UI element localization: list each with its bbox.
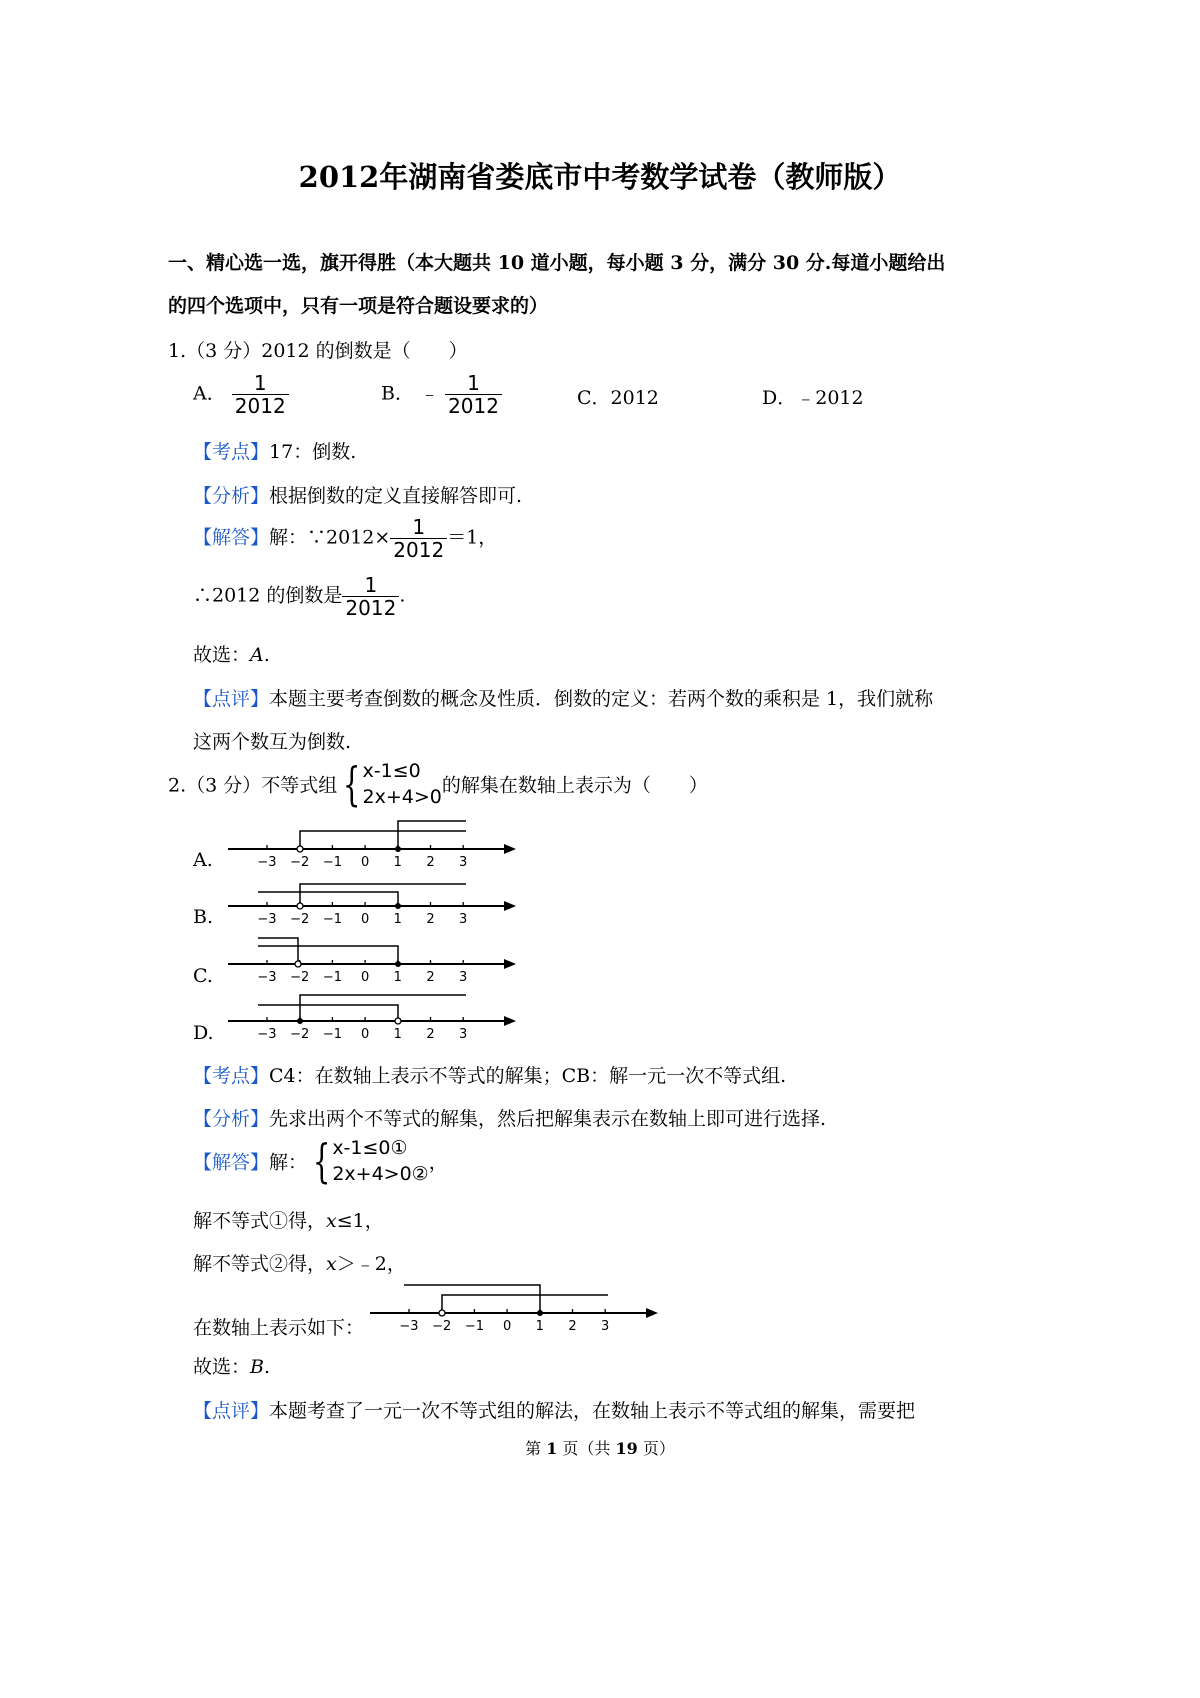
q1-dianping-line2: 这两个数互为倒数. <box>193 731 352 753</box>
tick-label: −2 <box>290 970 310 985</box>
footer-text: 第 <box>525 1439 547 1458</box>
period: . <box>263 1356 271 1378</box>
tick-label: 2 <box>426 1027 435 1042</box>
period: . <box>399 584 406 607</box>
axis-arrow <box>504 844 516 854</box>
fenxi-text: 根据倒数的定义直接解答即可. <box>269 485 523 507</box>
q1-choice <box>193 640 270 667</box>
fenxi-tag: 【分析】 <box>193 485 270 507</box>
tick-label: −1 <box>464 1319 484 1334</box>
solution-bracket-2 <box>258 946 398 964</box>
tick-label: −1 <box>322 912 342 927</box>
q2-fenxi <box>193 1104 826 1131</box>
tick-label: 2 <box>568 1319 577 1334</box>
numerator: 1 <box>364 573 378 597</box>
numerator: 1 <box>253 371 267 395</box>
tick-label: 1 <box>393 970 402 985</box>
q1-option-a <box>193 372 289 417</box>
section-heading-line1: 一、精心选一选，旗开得胜（本大题共 10 道小题，每小题 3 分，满分 30 分.每道小题给出 <box>168 252 946 274</box>
option-label: B． <box>381 382 414 405</box>
tick-label: −1 <box>322 1027 342 1042</box>
tick-label: 2 <box>426 912 435 927</box>
numerator: 1 <box>467 371 480 395</box>
q2-option-a-label: A. <box>193 849 213 871</box>
axis-arrow <box>646 1308 658 1318</box>
closed-point <box>537 1310 543 1316</box>
page-total: 19 <box>615 1439 638 1458</box>
inequality-system <box>337 758 442 810</box>
stem-text: 2.（3 分）不等式组 <box>168 774 338 797</box>
tick-label: −2 <box>290 855 310 870</box>
q2-jieda <box>193 1135 448 1187</box>
dianping-text: 本题考查了一元一次不等式组的解法，在数轴上表示不等式组的解集，需要把 <box>269 1400 916 1422</box>
tick-label: 3 <box>459 1027 468 1042</box>
q1-kaodian <box>193 437 356 464</box>
denominator: 2012 <box>342 596 399 619</box>
stem-text-end: 的解集在数轴上表示为（ ） <box>441 774 708 797</box>
option-label: A． <box>193 382 226 405</box>
open-point <box>297 903 303 909</box>
fraction <box>232 372 289 417</box>
q2-step1 <box>193 1206 384 1233</box>
denominator: 2012 <box>445 394 502 417</box>
minus-sign: ﹣ <box>420 382 440 405</box>
kaodian-tag: 【考点】 <box>193 441 270 463</box>
jieda-text: 解： <box>269 1151 308 1174</box>
tick-label: 0 <box>502 1319 512 1334</box>
inequality-system <box>307 1135 429 1187</box>
solution-bracket-2 <box>258 892 398 906</box>
inequality-1: x-1≤0 <box>362 760 421 782</box>
tick-label: 2 <box>426 970 435 985</box>
inequality-2: 2x+4>0② <box>332 1163 429 1185</box>
jieda-tag: 【解答】 <box>193 526 270 549</box>
choice-letter: A <box>250 644 264 666</box>
axis-arrow <box>504 959 516 969</box>
tick-label: 0 <box>360 1027 370 1042</box>
therefore-text: ∴2012 的倒数是 <box>193 584 343 607</box>
fraction <box>390 516 447 561</box>
q2-choice <box>193 1352 270 1379</box>
q1-stem: 1.（3 分）2012 的倒数是（ ） <box>168 340 468 362</box>
q2-kaodian <box>193 1061 786 1088</box>
variable: x <box>326 1210 337 1232</box>
dianping-text: 本题主要考查倒数的概念及性质．倒数的定义：若两个数的乘积是 1，我们就称 <box>269 688 934 710</box>
tick-label: 0 <box>360 970 370 985</box>
tick-label: 2 <box>426 855 435 870</box>
tick-label: −3 <box>257 912 277 927</box>
open-point <box>295 961 301 967</box>
solution-bracket-1 <box>300 831 466 849</box>
q2-dianping <box>193 1396 915 1423</box>
solution-bracket-2 <box>258 1005 398 1021</box>
q1-therefore <box>193 574 405 619</box>
tick-label: −2 <box>432 1319 452 1334</box>
numerator: 1 <box>412 515 426 539</box>
period: . <box>263 644 270 666</box>
number-line-answer <box>362 1277 672 1337</box>
section-heading-line2: 的四个选项中，只有一项是符合题设要求的） <box>168 295 549 317</box>
open-point <box>395 1018 401 1024</box>
brace-icon: { <box>343 757 361 811</box>
fenxi-tag: 【分析】 <box>193 1108 270 1130</box>
variable: x <box>326 1253 337 1275</box>
number-line-a <box>220 815 530 875</box>
tick-label: 1 <box>535 1319 544 1334</box>
tick-label: −3 <box>257 970 277 985</box>
brace-icon: { <box>312 1134 331 1188</box>
q1-option-d: D．﹣2012 <box>762 387 864 409</box>
fraction <box>445 372 502 417</box>
step-result: ≤1， <box>336 1210 384 1232</box>
q1-fenxi <box>193 481 522 508</box>
tick-label: −1 <box>322 855 342 870</box>
page-footer <box>0 1436 1200 1459</box>
q2-stem <box>168 758 708 810</box>
number-line-c <box>220 930 530 990</box>
tick-label: −2 <box>290 1027 310 1042</box>
jieda-text-end: ， <box>428 1151 448 1174</box>
kaodian-text: C4：在数轴上表示不等式的解集；CB：解一元一次不等式组. <box>269 1065 787 1087</box>
axis-arrow <box>504 1016 516 1026</box>
solution-bracket-1 <box>300 884 466 906</box>
q1-jieda <box>193 516 497 561</box>
q1-dianping <box>193 684 933 711</box>
step-text: 解不等式①得， <box>193 1210 327 1232</box>
fenxi-text: 先求出两个不等式的解集，然后把解集表示在数轴上即可进行选择. <box>269 1108 827 1130</box>
q2-option-c-label: C. <box>193 965 213 987</box>
tick-label: −3 <box>257 855 277 870</box>
choice-label: 故选： <box>193 644 251 666</box>
denominator: 2012 <box>390 538 447 561</box>
tick-label: 1 <box>393 855 402 870</box>
q2-step2 <box>193 1249 406 1276</box>
closed-point <box>395 961 401 967</box>
q2-axis-text: 在数轴上表示如下： <box>193 1317 365 1339</box>
solution-bracket-1 <box>442 1295 608 1313</box>
number-line-b <box>220 872 530 932</box>
step-result: ＞﹣2， <box>336 1253 406 1275</box>
open-point <box>297 846 303 852</box>
q1-option-b <box>381 372 502 417</box>
tick-label: 3 <box>459 912 468 927</box>
choice-label: 故选： <box>193 1356 251 1378</box>
kaodian-text: 17：倒数. <box>269 441 357 463</box>
tick-label: 1 <box>393 1027 402 1042</box>
tick-label: 3 <box>459 970 468 985</box>
tick-label: 3 <box>601 1319 610 1334</box>
fraction <box>342 574 399 619</box>
q2-option-b-label: B. <box>193 906 214 928</box>
solution-bracket-2 <box>404 1285 540 1313</box>
denominator: 2012 <box>232 394 289 417</box>
footer-text: 页） <box>637 1439 675 1458</box>
inequality-1: x-1≤0① <box>332 1137 408 1159</box>
inequality-2: 2x+4>0 <box>362 786 442 808</box>
tick-label: 0 <box>360 855 370 870</box>
solution-bracket-1 <box>300 995 466 1021</box>
tick-label: −2 <box>290 912 310 927</box>
q1-option-c: C．2012 <box>577 387 659 409</box>
number-line-d <box>220 987 530 1047</box>
tick-label: 0 <box>360 912 370 927</box>
open-point <box>439 1310 445 1316</box>
jieda-text-end: ＝1， <box>447 526 498 549</box>
kaodian-tag: 【考点】 <box>193 1065 270 1087</box>
closed-point <box>297 1018 303 1024</box>
closed-point <box>395 903 401 909</box>
tick-label: −3 <box>399 1319 419 1334</box>
tick-label: −1 <box>322 970 342 985</box>
tick-label: 1 <box>393 912 402 927</box>
footer-text: 页（共 <box>557 1439 616 1458</box>
choice-letter: B <box>250 1356 264 1378</box>
tick-label: −3 <box>257 1027 277 1042</box>
jieda-text: 解：∵2012× <box>269 526 391 549</box>
dianping-tag: 【点评】 <box>193 1400 270 1422</box>
tick-label: 3 <box>459 855 468 870</box>
jieda-tag: 【解答】 <box>193 1151 270 1174</box>
dianping-tag: 【点评】 <box>193 688 270 710</box>
page-number: 1 <box>546 1439 558 1458</box>
axis-arrow <box>504 901 516 911</box>
q2-option-d-label: D. <box>193 1022 214 1044</box>
step-text: 解不等式②得， <box>193 1253 327 1275</box>
solution-bracket-2 <box>398 821 466 849</box>
closed-point <box>395 846 401 852</box>
page-title: 2012年湖南省娄底市中考数学试卷（教师版） <box>298 160 902 194</box>
solution-bracket-1 <box>258 938 298 964</box>
